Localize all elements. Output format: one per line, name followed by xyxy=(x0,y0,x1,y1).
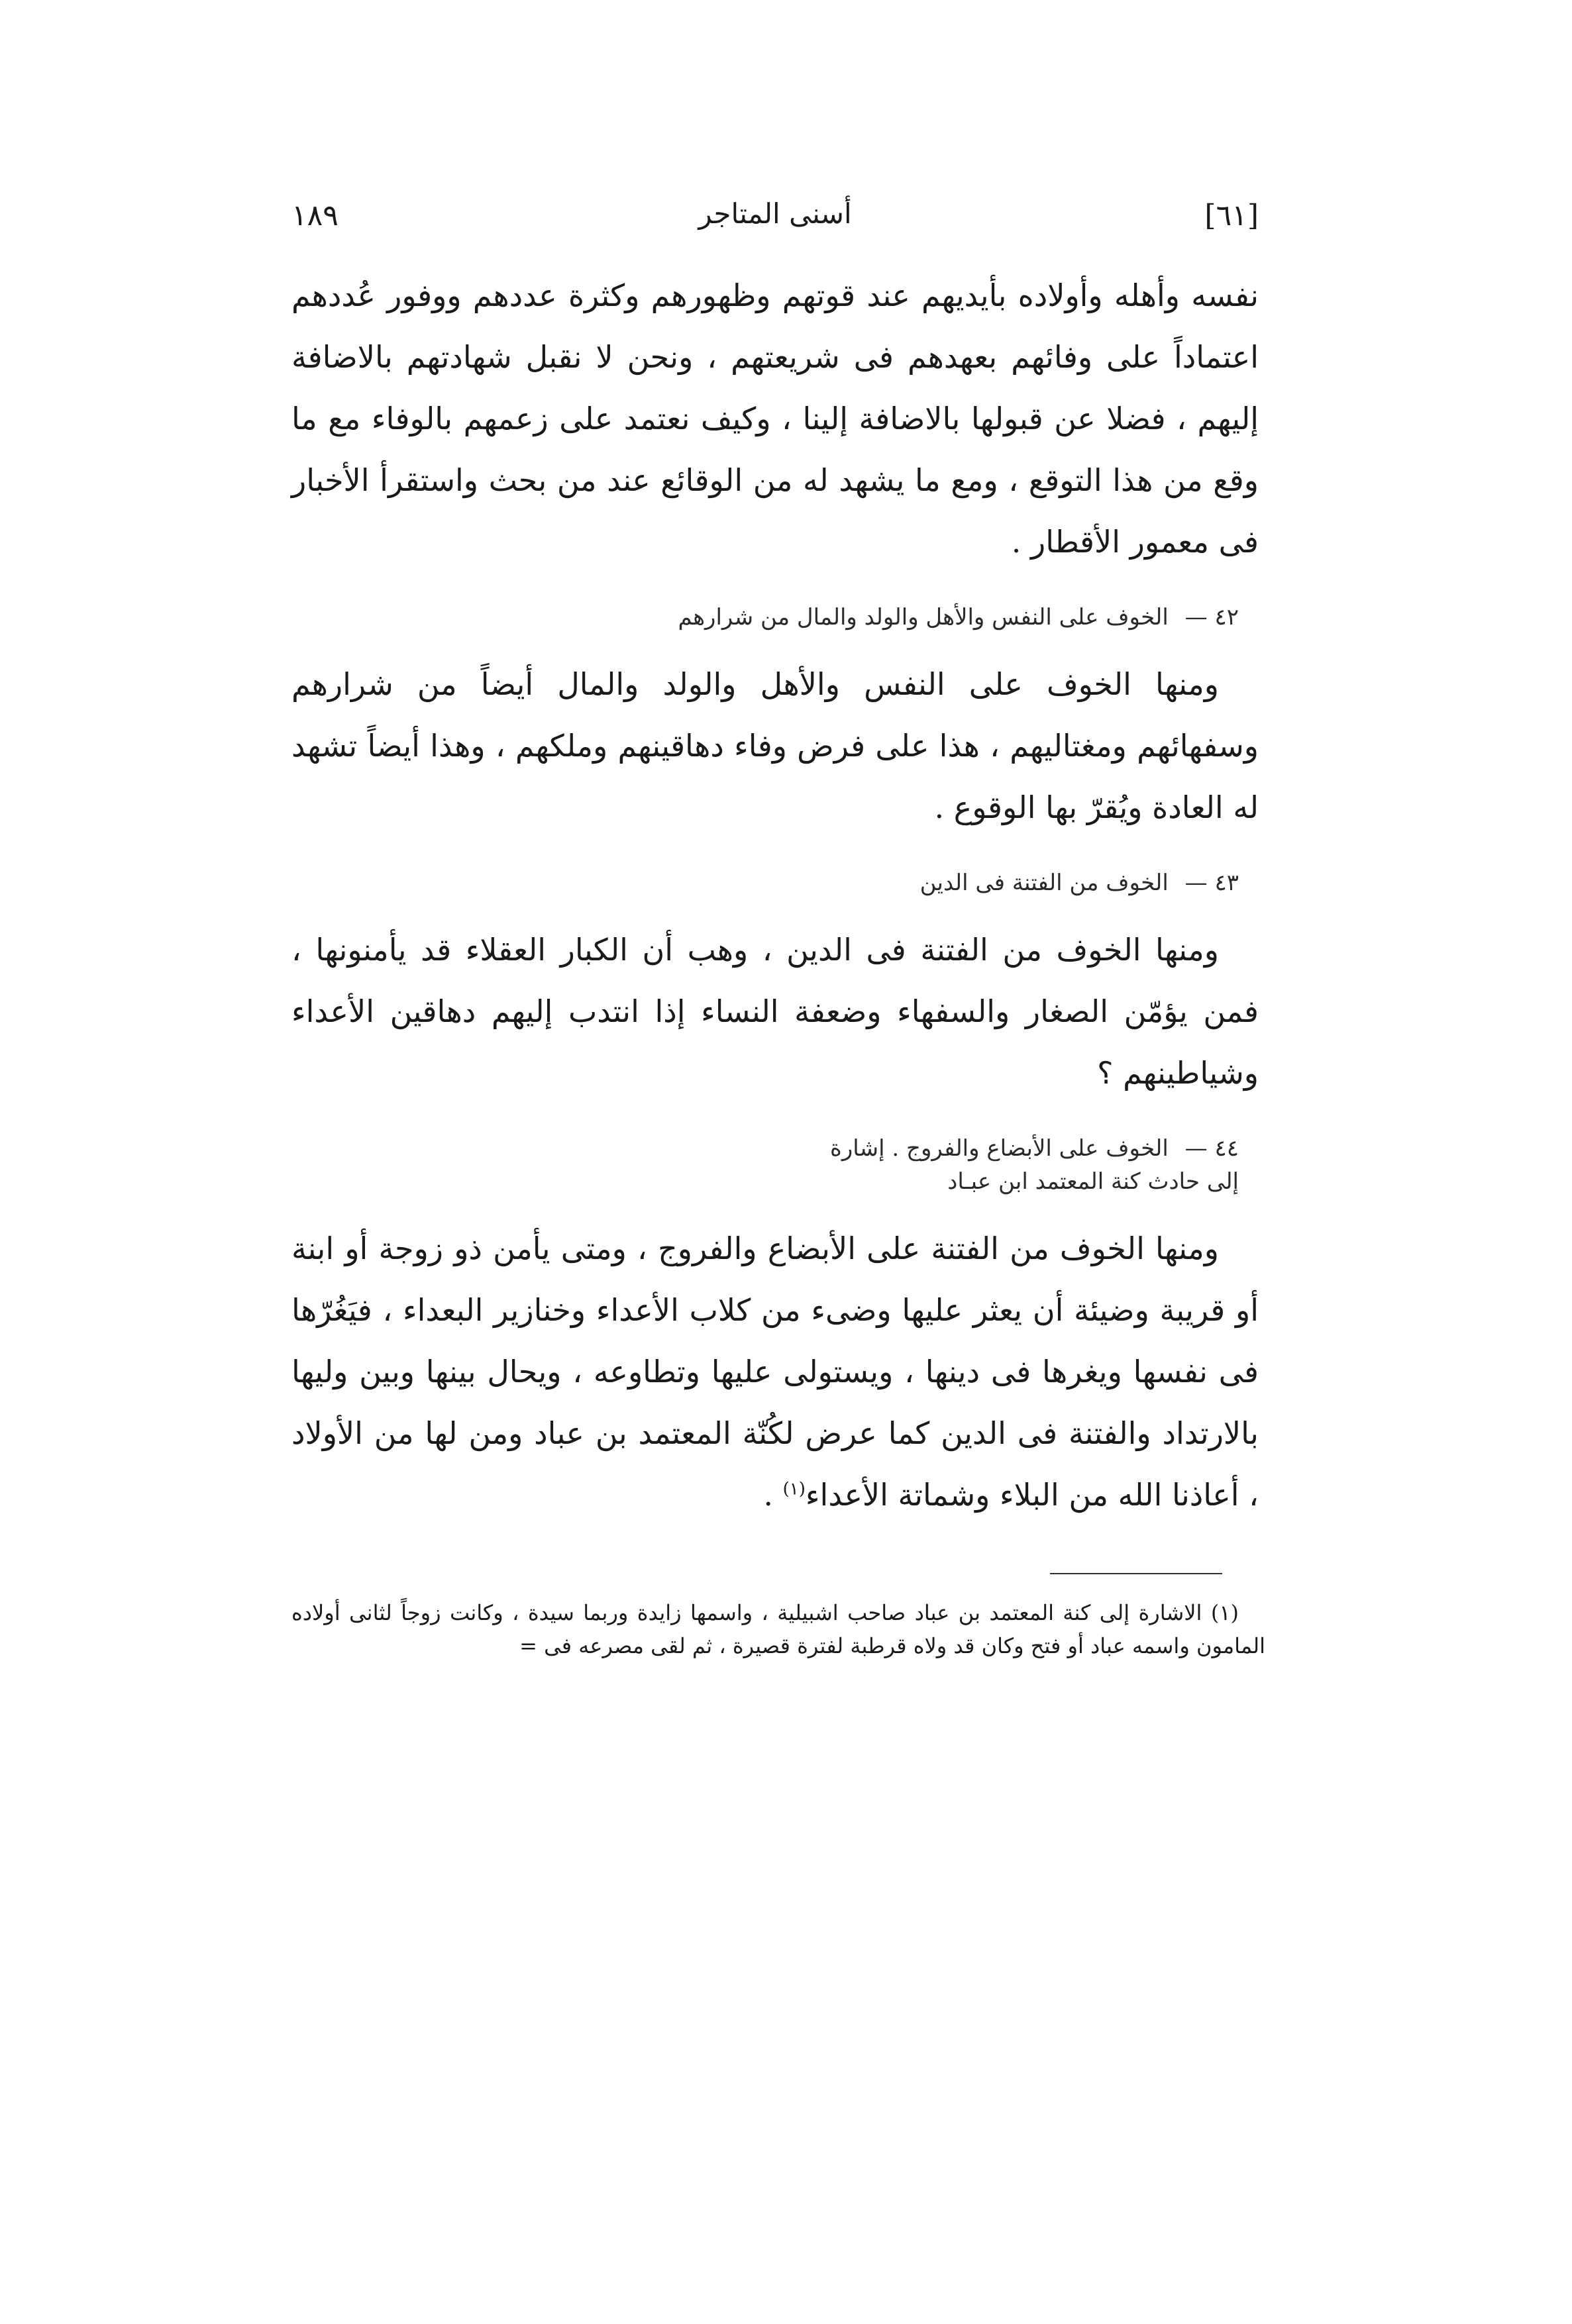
paragraph-44 xyxy=(291,1218,1259,1526)
paragraph-42: ومنها الخوف على النفس والأهل والولد والمال أيضاً من شرارهم وسفهائهم ومغتاليهم ، هذا على فرض وفاء دهاقينهم وملكهم ، وهذا أيضاً تشهد له العادة ويُقرّ بها الوقوع . xyxy=(291,666,1259,825)
paragraph-44-end: . xyxy=(763,1477,783,1513)
section-heading-42 xyxy=(291,601,1259,634)
footnotes xyxy=(291,1596,1265,1662)
section-title: الخوف من الفتنة فى الدين xyxy=(919,870,1169,896)
paragraph-44-text: ومنها الخوف من الفتنة على الأبضاع والفروج ، ومتى يأمن ذو زوجة أو ابنة أو قريبة وضيئة أن يعثر عليها وضىء من كلاب الأعداء وخنازير البعداء ، فيَغُرّها فى نفسها ويغرها فى دينها ، ويستولى عليها وتطاوعه ، ويحال بينها وبين وليها بالارتداد والفتنة فى الدين كما عرض لكُنّة المعتمد بن عباد ومن لها من الأولاد ، أعاذنا الله من البلاء وشماتة الأعداء xyxy=(291,1231,1259,1513)
footnote-divider xyxy=(1050,1573,1222,1574)
running-title: أسنى المتاجر xyxy=(698,197,852,230)
footnote-1: (١) الاشارة إلى كنة المعتمد بن عباد صاحب اشبيلية ، واسمها زايدة وربما سيدة ، وكانت زوجاً لثانى أولاده المامون واسمه عباد أو فتح وكان قد ولاه قرطبة لفترة قصيرة ، ثم لقى مصرعه فى = xyxy=(291,1600,1265,1658)
paragraph-43: ومنها الخوف من الفتنة فى الدين ، وهب أن الكبار العقلاء قد يأمنونها ، فمن يؤمّن الصغار والسفهاء وضعفة النساء إذا انتدب إليهم دهاقين الأعداء وشياطينهم ؟ xyxy=(291,932,1259,1091)
page-number: ١٨٩ xyxy=(291,199,339,232)
section-title: الخوف على الأبضاع والفروج . إشارة xyxy=(830,1135,1169,1162)
section-heading-44 xyxy=(291,1132,1259,1165)
paragraph-continuation: نفسه وأهله وأولاده بأيديهم عند قوتهم وظهورهم وكثرة عددهم ووفور عُددهم اعتماداً على وفائهم بعهدهم فى شريعتهم ، ونحن لا نقبل شهادتهم بالاضافة إليهم ، فضلا عن قبولها بالاضافة إلينا ، وكيف نعتمد على زعمهم بالوفاء مع ما وقع من هذا التوقع ، ومع ما يشهد له من الوقائع عند من بحث واستقرأ الأخبار فى معمور الأقطار . xyxy=(291,278,1259,560)
section-heading-44-line2: إلى حادث كنة المعتمد ابن عبـاد xyxy=(947,1168,1239,1195)
section-number: ٤٢ — xyxy=(1184,604,1239,631)
page-header xyxy=(291,192,1259,252)
footnote-marker: (١) xyxy=(782,1479,806,1499)
chapter-reference: [٦١] xyxy=(1204,199,1259,232)
section-number: ٤٣ — xyxy=(1184,870,1239,896)
section-title: الخوف على النفس والأهل والولد والمال من شرارهم xyxy=(678,604,1169,631)
section-heading-43 xyxy=(291,866,1259,899)
section-number: ٤٤ — xyxy=(1184,1135,1239,1162)
main-text xyxy=(291,265,1259,1526)
